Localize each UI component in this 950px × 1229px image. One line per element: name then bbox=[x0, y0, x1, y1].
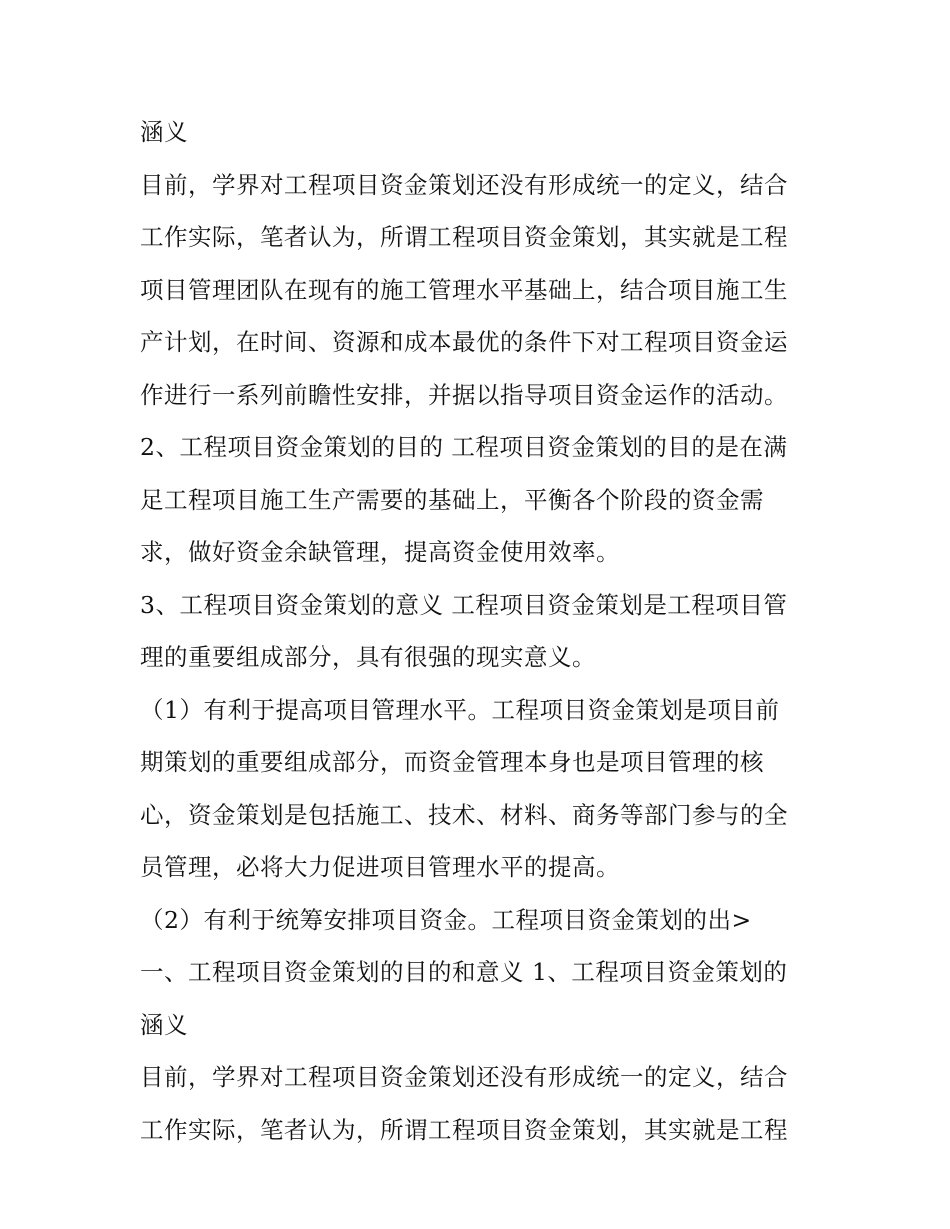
document-body bbox=[140, 106, 820, 1156]
text-line: 涵义 bbox=[140, 118, 188, 146]
text-line: 2、工程项目资金策划的目的 工程项目资金策划的目的是在满 bbox=[140, 433, 788, 461]
text-line: 3、工程项目资金策划的意义 工程项目资金策划是工程项目管 bbox=[140, 590, 788, 619]
text-line: （1）有利于提高项目管理水平。工程项目资金策划是项目前 bbox=[140, 695, 780, 724]
text-line: 工作实际，笔者认为，所谓工程项目资金策划，其实就是工程 bbox=[140, 223, 788, 251]
text-line: 期策划的重要组成部分，而资金管理本身也是项目管理的核 bbox=[140, 748, 764, 776]
text-line: 产计划，在时间、资源和成本最优的条件下对工程项目资金运 bbox=[140, 328, 788, 356]
text-line: 求，做好资金余缺管理，提高资金使用效率。 bbox=[140, 538, 620, 566]
text-line: 作进行一系列前瞻性安排，并据以指导项目资金运作的活动。 bbox=[140, 380, 788, 409]
text-line: 一、工程项目资金策划的目的和意义 1、工程项目资金策划的 bbox=[140, 958, 788, 986]
text-line: （2）有利于统筹安排项目资金。工程项目资金策划的出> bbox=[140, 905, 752, 934]
text-line: 涵义 bbox=[140, 1010, 188, 1039]
text-line: 心，资金策划是包括施工、技术、材料、商务等部门参与的全 bbox=[140, 800, 788, 829]
text-line: 项目管理团队在现有的施工管理水平基础上，结合项目施工生 bbox=[140, 275, 788, 304]
text-line: 工作实际，笔者认为，所谓工程项目资金策划，其实就是工程 bbox=[140, 1115, 788, 1144]
text-line: 理的重要组成部分，具有很强的现实意义。 bbox=[140, 643, 596, 671]
text-line: 足工程项目施工生产需要的基础上，平衡各个阶段的资金需 bbox=[140, 485, 764, 514]
text-line: 目前，学界对工程项目资金策划还没有形成统一的定义，结合 bbox=[140, 170, 788, 199]
text-line: 员管理，必将大力促进项目管理水平的提高。 bbox=[140, 853, 620, 881]
text-line: 目前，学界对工程项目资金策划还没有形成统一的定义，结合 bbox=[140, 1063, 788, 1091]
